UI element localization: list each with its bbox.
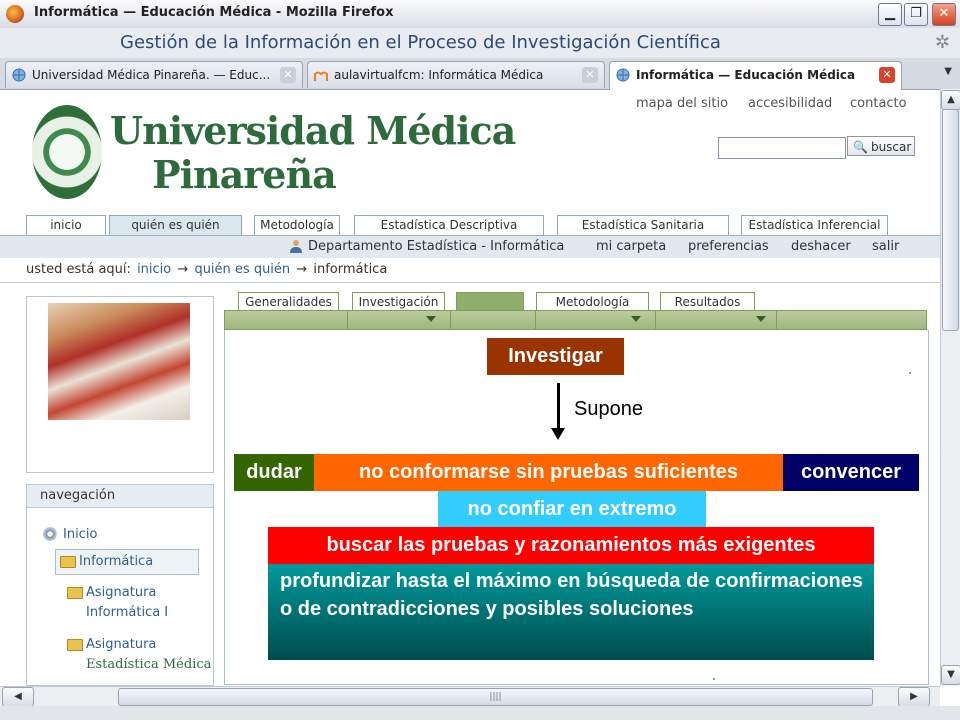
box-dudar: dudar	[234, 454, 314, 491]
firefox-logo-icon	[6, 5, 24, 23]
link-contacto[interactable]: contacto	[850, 96, 907, 111]
horizontal-scroll-thumb[interactable]: ||||	[118, 688, 873, 706]
navigation-header	[27, 485, 213, 508]
throbber-icon: ✲	[934, 32, 950, 53]
nav-item-informatica[interactable]	[55, 549, 199, 575]
navigation-portlet	[26, 484, 214, 686]
university-seal-logo	[32, 105, 102, 199]
status-bar	[0, 706, 960, 720]
content-tab-resultados[interactable]: Resultados	[660, 292, 755, 312]
arrow-shaft	[557, 383, 560, 431]
home-icon	[43, 527, 57, 541]
scroll-left-icon[interactable]: ◀	[2, 687, 34, 707]
decorative-dot	[909, 372, 911, 374]
portal-tab-quien-es-quien[interactable]: quién es quién	[109, 215, 242, 235]
box-convencer: convencer	[783, 454, 919, 491]
scroll-right-icon[interactable]: ▶	[898, 687, 930, 707]
folder-icon	[67, 639, 83, 651]
profundizar-text: profundizar hasta el máximo en búsqueda de confirmaciones o de contradicciones y posibles soluciones	[280, 570, 863, 620]
divider	[535, 311, 536, 329]
browser-tab-strip	[0, 58, 960, 90]
nav-item-label: Informática	[79, 554, 154, 569]
breadcrumb-current: informática	[313, 262, 388, 277]
nav-item-sublabel[interactable]: Estadística Médica	[86, 657, 212, 672]
box-profundizar	[268, 564, 874, 660]
portal-tabs	[0, 215, 940, 237]
window-title: Informática — Educación Médica - Mozilla Firefox	[34, 5, 394, 20]
horizontal-scrollbar[interactable]	[0, 686, 940, 707]
browser-tab-aulavirtual[interactable]	[307, 61, 605, 88]
portal-tab-metodologia[interactable]: Metodología	[254, 215, 340, 235]
portal-tab-estadistica-descriptiva[interactable]: Estadística Descriptiva	[354, 215, 544, 235]
divider	[347, 311, 348, 329]
portal-tab-inicio[interactable]: inicio	[26, 215, 106, 235]
vertical-scrollbar[interactable]	[940, 89, 960, 686]
search-icon: 🔍	[853, 140, 868, 154]
portal-tab-estadistica-inferencial[interactable]: Estadística Inferencial	[741, 215, 888, 235]
breadcrumb-separator: →	[296, 262, 308, 277]
window-titlebar	[0, 0, 960, 29]
folder-icon	[67, 587, 83, 599]
tab-list-dropdown-icon[interactable]: ▼	[944, 66, 952, 77]
close-tab-icon[interactable]: ✕	[582, 67, 598, 83]
content-tab-generalidades[interactable]: Generalidades	[238, 292, 339, 312]
personal-bar	[0, 236, 940, 258]
globe-icon	[12, 68, 26, 82]
decorative-dot	[713, 678, 715, 680]
browser-tab-universidad[interactable]	[5, 61, 303, 88]
moodle-icon	[314, 68, 328, 82]
browser-tab-label: aulavirtualfcm: Informática Médica	[334, 68, 544, 82]
preferencias-link[interactable]: preferencias	[688, 239, 769, 254]
content-tab-investigacion[interactable]: Investigación	[352, 292, 445, 312]
content-subnav-bar	[224, 310, 927, 330]
browser-tab-label: Universidad Médica Pinareña. — Educ...	[32, 68, 271, 82]
link-accesibilidad[interactable]: accesibilidad	[748, 96, 833, 111]
folder-icon	[60, 556, 76, 568]
user-icon	[289, 239, 303, 253]
search-input[interactable]	[718, 137, 846, 159]
user-department-link[interactable]: Departamento Estadística - Informática	[308, 239, 565, 254]
logo-text-line2: Pinareña	[152, 152, 336, 197]
photo-portlet	[26, 296, 214, 473]
toolbar-heading: Gestión de la Información en el Proceso de Investigación Científica	[120, 32, 721, 53]
box-buscar-pruebas: buscar las pruebas y razonamientos más exigentes	[268, 527, 874, 564]
breadcrumb-quien-es-quien[interactable]: quién es quién	[194, 262, 291, 277]
bookmark-toolbar	[0, 28, 960, 59]
vertical-scroll-thumb[interactable]	[942, 109, 959, 331]
salir-link[interactable]: salir	[872, 239, 900, 254]
navigation-title: navegación	[40, 488, 116, 503]
content-tab-metodologia[interactable]: Metodología	[536, 292, 649, 312]
link-mapa-del-sitio[interactable]: mapa del sitio	[636, 96, 729, 111]
dropdown-arrow-icon[interactable]	[426, 316, 436, 322]
scroll-down-icon[interactable]: ▼	[941, 665, 960, 685]
maximize-button[interactable]: ❐	[904, 3, 928, 26]
breadcrumb-label: usted está aquí:	[26, 262, 131, 277]
close-tab-icon[interactable]: ✕	[879, 67, 895, 83]
nav-item-inicio[interactable]: Inicio	[63, 527, 98, 542]
search-button[interactable]: 🔍 buscar	[847, 136, 915, 156]
breadcrumb-separator: →	[177, 262, 189, 277]
dropdown-arrow-icon[interactable]	[756, 316, 766, 322]
deshacer-link[interactable]: deshacer	[791, 239, 851, 254]
box-no-conformarse: no conformarse sin pruebas suficientes	[314, 454, 783, 491]
breadcrumb-inicio[interactable]: inicio	[137, 262, 172, 277]
portal-tab-estadistica-sanitaria[interactable]: Estadística Sanitaria	[557, 215, 729, 235]
globe-icon	[616, 68, 630, 82]
box-no-confiar: no confiar en extremo	[438, 491, 706, 528]
mi-carpeta-link[interactable]: mi carpeta	[596, 239, 667, 254]
browser-tab-informatica[interactable]	[609, 61, 902, 90]
divider	[655, 311, 656, 329]
nav-item-asignatura-estadistica[interactable]: Asignatura	[86, 637, 157, 652]
label-supone: Supone	[574, 398, 643, 420]
arrow-down-icon	[551, 428, 565, 440]
browser-tab-label: Informática — Educación Médica	[636, 68, 856, 82]
nav-item-asignatura-informatica[interactable]: Asignatura	[86, 585, 157, 600]
minimize-button[interactable]: ▁	[878, 3, 902, 26]
breadcrumb	[26, 262, 389, 277]
divider	[450, 311, 451, 329]
logo-text-line1: Universidad Médica	[110, 108, 516, 153]
close-tab-icon[interactable]: ✕	[280, 67, 296, 83]
close-window-button[interactable]: ✕	[932, 3, 956, 26]
students-photo-image	[48, 303, 190, 420]
dropdown-arrow-icon[interactable]	[631, 316, 641, 322]
divider	[0, 282, 940, 283]
divider	[776, 311, 777, 329]
scroll-up-icon[interactable]: ▲	[941, 90, 960, 110]
box-investigar: Investigar	[487, 338, 624, 375]
nav-item-sublabel[interactable]: Informática I	[86, 605, 169, 620]
